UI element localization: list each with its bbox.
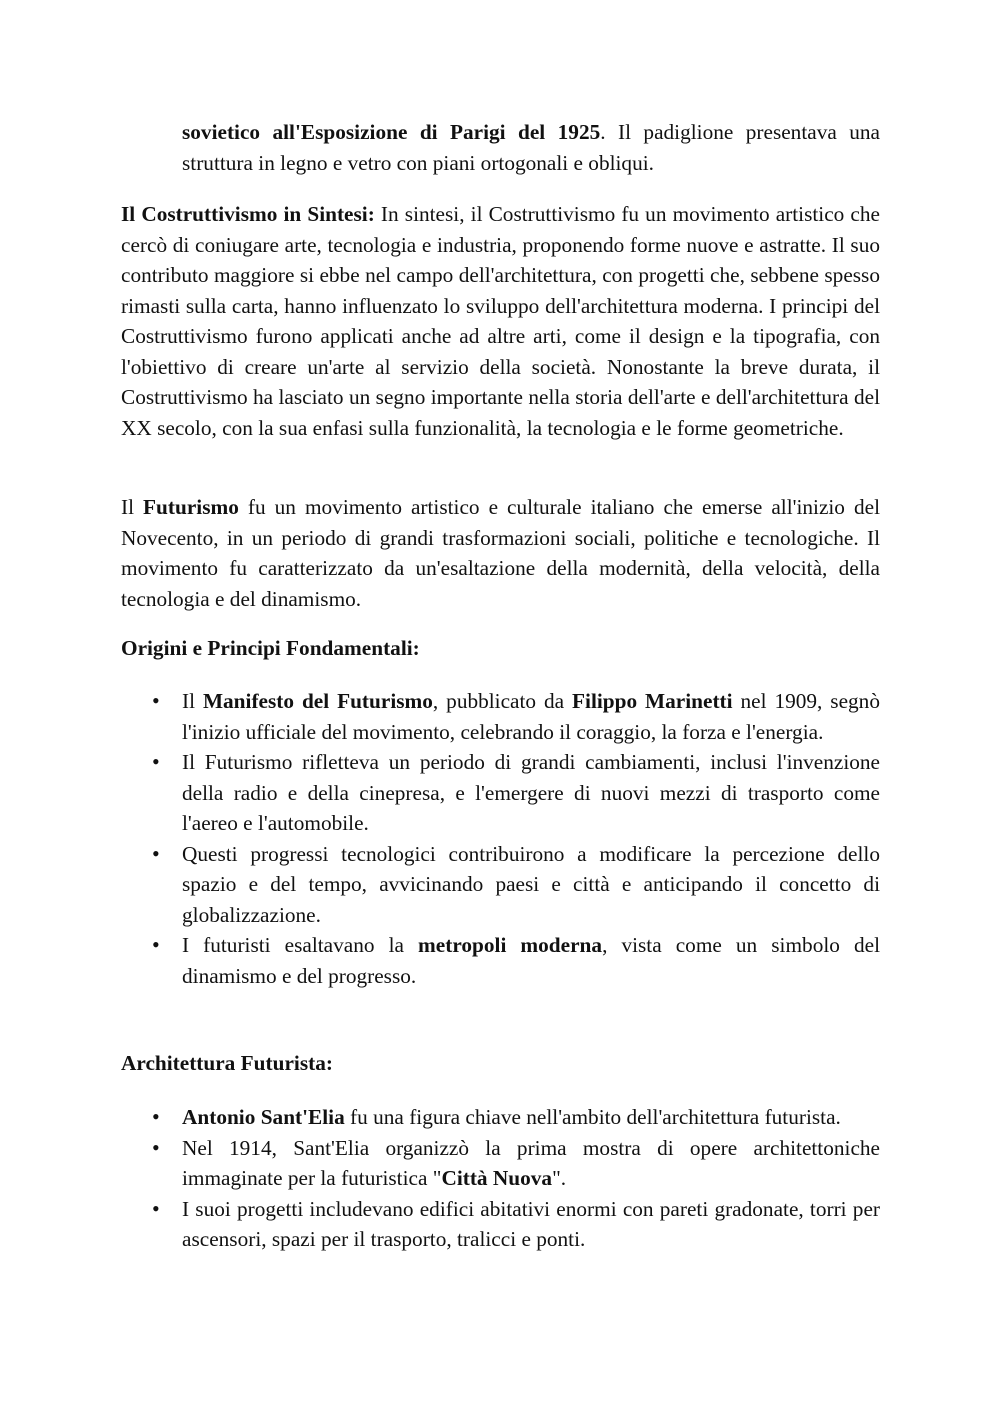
bold-text: Futurismo xyxy=(143,495,239,519)
body-text: In sintesi, il Costruttivismo fu un movimento artistico che cercò di coniugare arte, tecnologia e industria, proponendo forme nuove e astratte. Il suo contributo maggiore si ebbe nel campo dell'architettura, con progetti che, sebbene spesso rimasti sulla carta, hanno influenzato lo sviluppo dell'architettura moderna. I principi del Costruttivismo furono applicati anche ad altre arti, come il design e la tipografia, con l'obiettivo di creare un'arte al servizio della società. Nonostante la breve durata, il Costruttivismo ha lasciato un segno importante nella storia dell'arte e dell'architettura del XX secolo, con la sua enfasi sulla funzionalità, la tecnologia e le forme geometriche. xyxy=(121,202,880,440)
list-item: • I suoi progetti includevano edifici abitativi enormi con pareti gradonate, torri per ascensori, spazi per il trasporto, tralicci e ponti. xyxy=(182,1194,880,1255)
section-heading-architettura: Architettura Futurista: xyxy=(121,1051,333,1075)
list-item: • Il Manifesto del Futurismo, pubblicato da Filippo Marinetti nel 1909, segnò l'inizio ufficiale del movimento, celebrando il coraggio, la forza e l'energia. xyxy=(182,686,880,747)
body-text: fu un movimento artistico e culturale italiano che emerse all'inizio del Novecento, in un periodo di grandi trasformazioni sociali, politiche e tecnologiche. Il movimento fu caratterizzato da un'esaltazione della modernità, della velocità, della tecnologia e del dinamismo. xyxy=(121,495,880,611)
paragraph-costruttivismo-sintesi xyxy=(121,199,880,443)
list-item: • Antonio Sant'Elia fu una figura chiave nell'ambito dell'architettura futurista. xyxy=(182,1102,880,1133)
list-item: • I futuristi esaltavano la metropoli moderna, vista come un simbolo del dinamismo e del progresso. xyxy=(182,930,880,991)
paragraph-padiglione-continuation xyxy=(182,117,880,178)
section-heading-origini: Origini e Principi Fondamentali: xyxy=(121,636,420,660)
list-architettura xyxy=(182,1102,880,1255)
bold-text: sovietico all'Esposizione di Parigi del 1925 xyxy=(182,120,601,144)
list-item: • Nel 1914, Sant'Elia organizzò la prima mostra di opere architettoniche immaginate per la futuristica "Città Nuova". xyxy=(182,1133,880,1194)
body-text: Il xyxy=(121,495,144,519)
list-item: • Il Futurismo rifletteva un periodo di grandi cambiamenti, inclusi l'invenzione della radio e della cinepresa, e l'emergere di nuovi mezzi di trasporto come l'aereo e l'automobile. xyxy=(182,747,880,839)
inline-heading: Il Costruttivismo in Sintesi: xyxy=(121,202,375,226)
body-text: . Il padiglione presentava una struttura in legno e vetro con piani ortogonali e obliqui. xyxy=(182,120,880,175)
paragraph-futurismo-intro xyxy=(121,492,880,614)
list-item: • Questi progressi tecnologici contribuirono a modificare la percezione dello spazio e del tempo, avvicinando paesi e città e anticipando il concetto di globalizzazione. xyxy=(182,839,880,931)
list-origini xyxy=(182,686,880,991)
